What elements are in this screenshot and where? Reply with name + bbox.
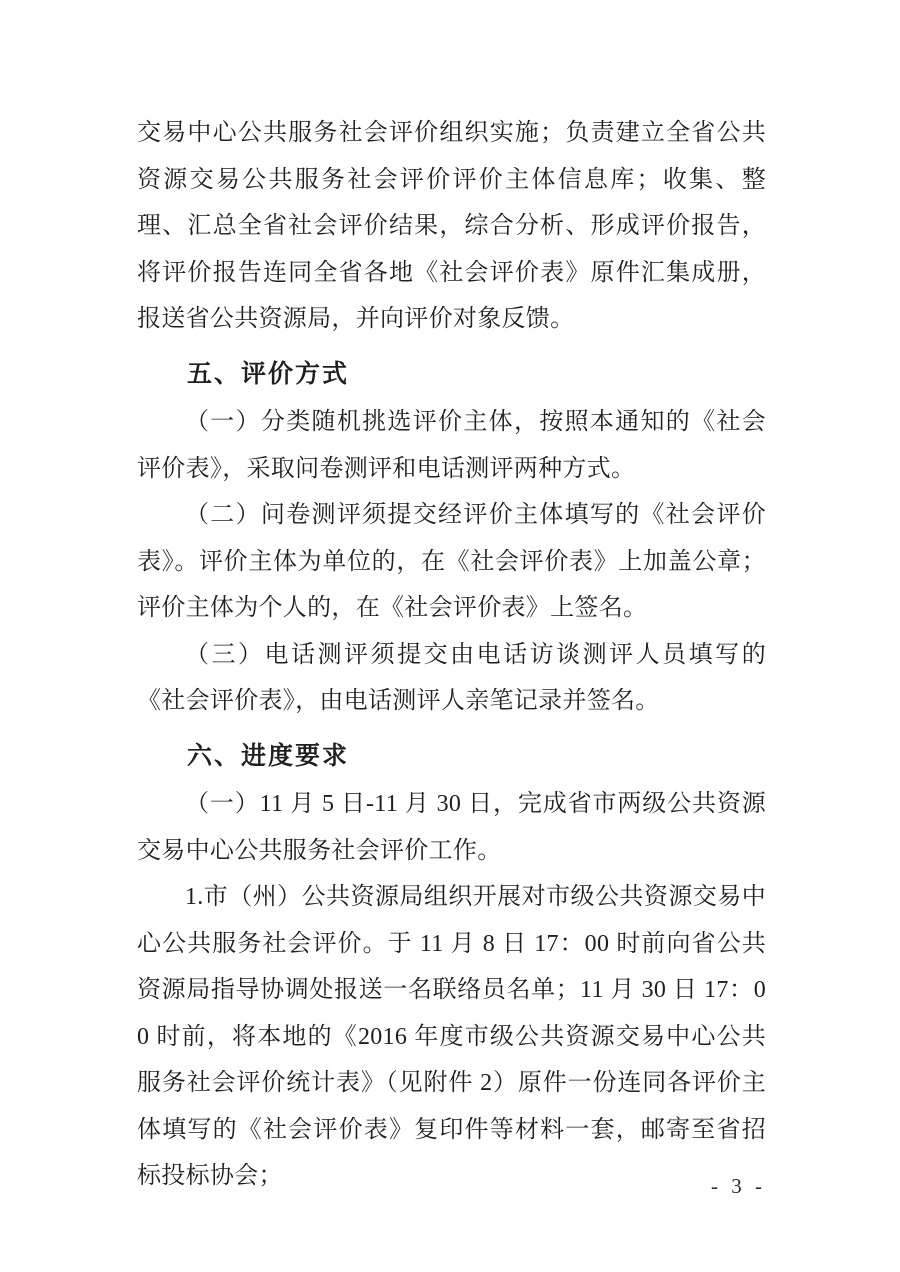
paragraph-5-item-3: （三）电话测评须提交由电话访谈测评人员填写的《社会评价表》，由电话测评人亲笔记录并签名。 [137, 641, 766, 714]
paragraph-6-numbered-1: 1.市（州）公共资源局组织开展对市级公共资源交易中心公共服务社会评价。于 11 月 8 日 17：00 时前向省公共资源局指导协调处报送一名联络员名单；11 月 30 日 17：00 时前，将本地的《2016 年度市级公共资源交易中心公共服务社会评价统计表》（见附件 2）原件一份连同各评价主体填写的《社会评价表》复印件等材料一套，邮寄至省招标投标协会； [137, 884, 766, 1189]
page-number: - 3 - [711, 1174, 766, 1198]
section-heading-5-evaluation-method: 五、评价方式 [187, 359, 350, 388]
paragraph-continuation: 交易中心公共服务社会评价组织实施；负责建立全省公共资源交易公共服务社会评价评价主体信息库；收集、整理、汇总全省社会评价结果，综合分析、形成评价报告，将评价报告连同全省各地《社会评价表》原件汇集成册，报送省公共资源局，并向评价对象反馈。 [137, 120, 766, 332]
document-content [137, 110, 766, 1200]
paragraph-6-item-1: （一）11 月 5 日-11 月 30 日，完成省市两级公共资源交易中心公共服务社会评价工作。 [137, 791, 766, 864]
section-heading-6-progress-requirements: 六、进度要求 [187, 741, 350, 770]
paragraph-5-item-1: （一）分类随机挑选评价主体，按照本通知的《社会评价表》，采取问卷测评和电话测评两种方式。 [137, 409, 766, 482]
paragraph-5-item-2: （二）问卷测评须提交经评价主体填写的《社会评价表》。评价主体为单位的，在《社会评价表》上加盖公章；评价主体为个人的，在《社会评价表》上签名。 [137, 502, 766, 621]
